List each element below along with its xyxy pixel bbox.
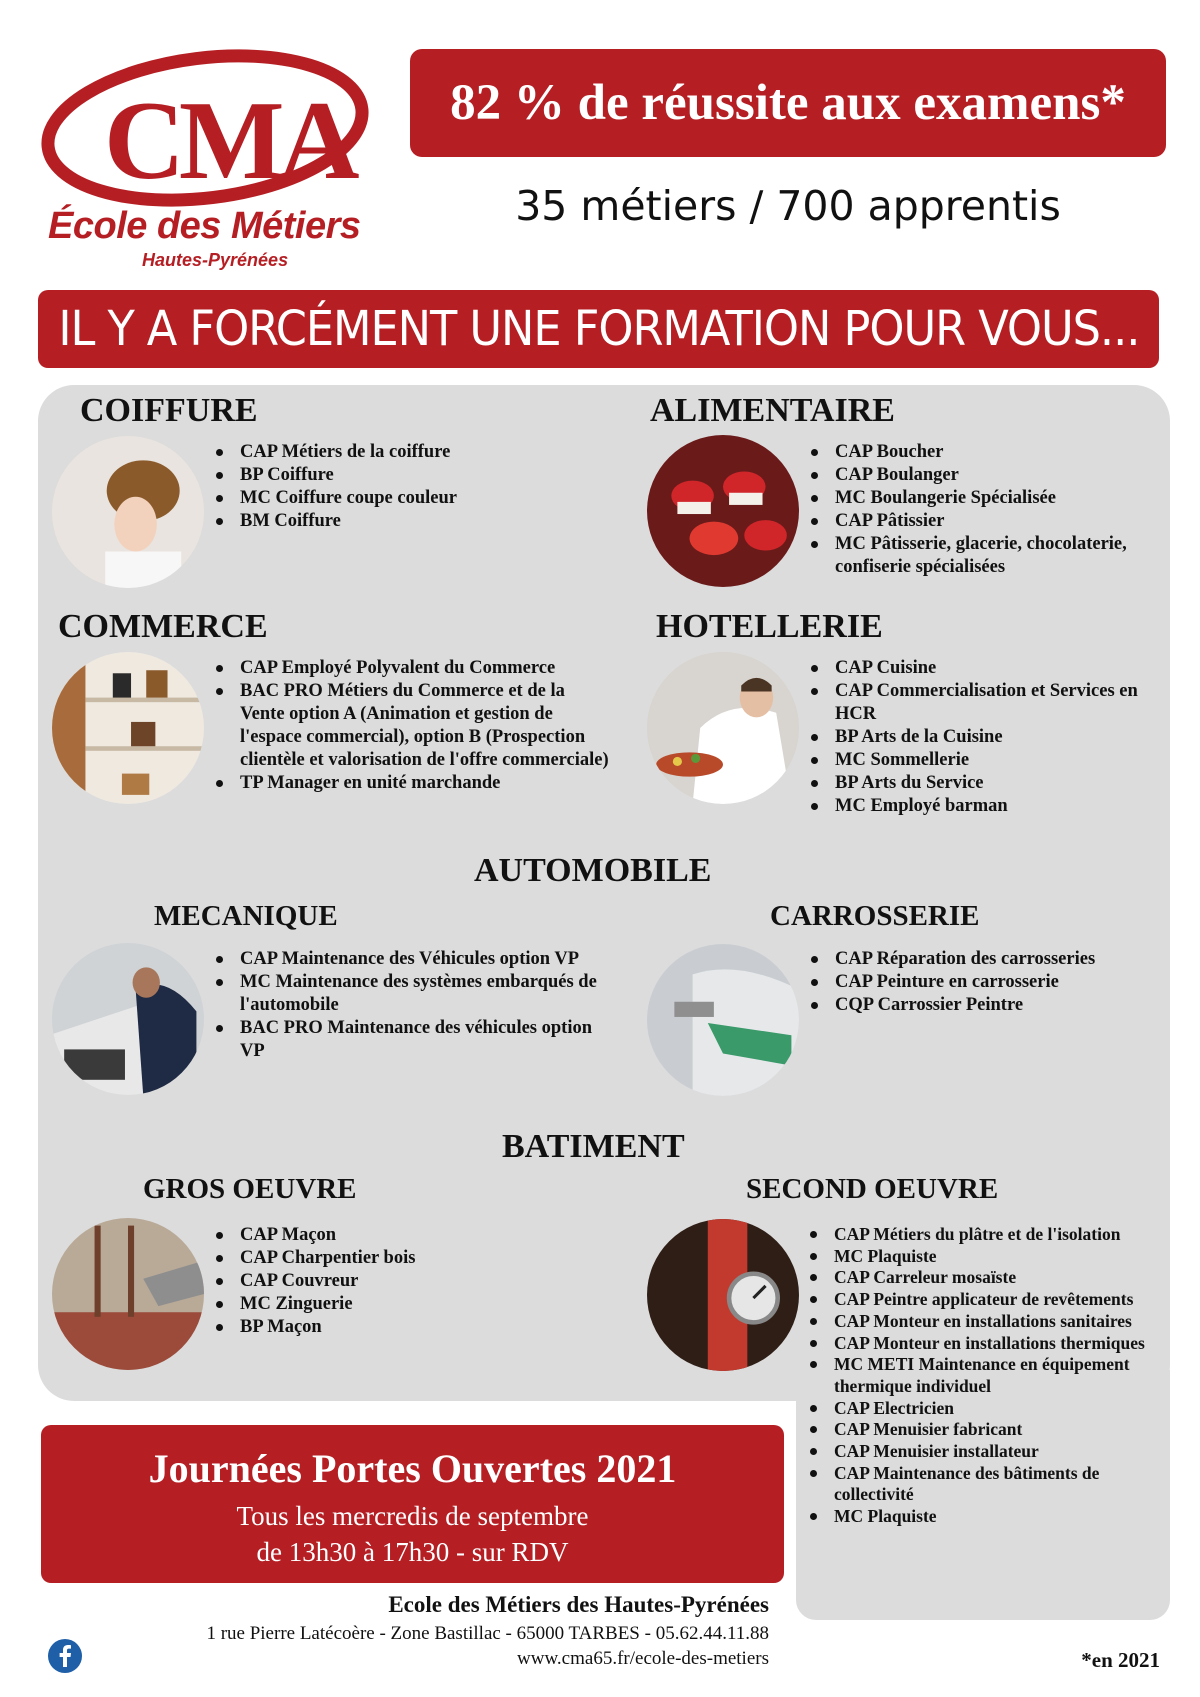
section-title-hotellerie: HOTELLERIE <box>656 608 883 645</box>
masonry-photo <box>52 1218 204 1370</box>
formation-item: CAP Maçon <box>214 1224 609 1247</box>
spray-painting-photo <box>647 944 799 1096</box>
headline-banner: IL Y A FORCÉMENT UNE FORMATION POUR VOUS... <box>38 290 1159 368</box>
formation-item: CAP Couvreur <box>214 1270 609 1293</box>
section-title-second-oeuvre: SECOND OEUVRE <box>746 1173 999 1205</box>
hairstyle-photo <box>52 436 204 588</box>
shop-photo <box>52 652 204 804</box>
formation-item: CQP Carrossier Peintre <box>809 994 1169 1017</box>
formation-item: CAP Peinture en carrosserie <box>809 971 1169 994</box>
formation-item: CAP Commercialisation et Services en HCR <box>809 680 1169 726</box>
group-title-automobile: AUTOMOBILE <box>474 852 712 889</box>
pressure-gauge-photo <box>647 1219 799 1371</box>
formation-item: CAP Peintre applicateur de revêtements <box>808 1289 1170 1311</box>
formation-item: CAP Carreleur mosaïste <box>808 1267 1170 1289</box>
formation-item: BAC PRO Maintenance des véhicules option VP <box>214 1017 609 1063</box>
formation-item: MC Boulangerie Spécialisée <box>809 487 1169 510</box>
mechanic-photo <box>52 943 204 1095</box>
formation-item: CAP Réparation des carrosseries <box>809 948 1169 971</box>
formation-item: CAP Pâtissier <box>809 510 1169 533</box>
alimentaire-list <box>809 441 1169 579</box>
mecanique-list <box>214 948 609 1063</box>
cma-logo-mark <box>40 40 370 210</box>
formation-item: BP Maçon <box>214 1316 609 1339</box>
formation-item: CAP Menuisier fabricant <box>808 1419 1170 1441</box>
section-title-commerce: COMMERCE <box>58 608 268 645</box>
footer-website-link[interactable]: www.cma65.fr/ecole-des-metiers <box>517 1648 769 1669</box>
formation-item: CAP Maintenance des bâtiments de collectivité <box>808 1463 1170 1506</box>
formation-item: TP Manager en unité marchande <box>214 772 609 795</box>
formation-item: CAP Métiers de la coiffure <box>214 441 484 464</box>
facebook-icon[interactable] <box>48 1639 82 1673</box>
formation-item: BP Arts de la Cuisine <box>809 726 1169 749</box>
formation-item: CAP Cuisine <box>809 657 1169 680</box>
formation-item: MC Coiffure coupe couleur <box>214 487 484 510</box>
formation-item: CAP Métiers du plâtre et de l'isolation <box>808 1224 1170 1246</box>
section-title-gros-oeuvre: GROS OEUVRE <box>143 1173 357 1205</box>
formation-item: MC Plaquiste <box>808 1506 1170 1528</box>
chef-photo <box>647 652 799 804</box>
section-title-alimentaire: ALIMENTAIRE <box>650 392 895 429</box>
hotellerie-list <box>809 657 1169 818</box>
footer-address: 1 rue Pierre Latécoère - Zone Bastillac - 65000 TARBES - 05.62.44.11.88 <box>206 1623 769 1644</box>
open-days-banner <box>41 1425 784 1583</box>
formation-item: CAP Boulanger <box>809 464 1169 487</box>
formation-item: BP Arts du Service <box>809 772 1169 795</box>
pastry-photo <box>647 435 799 587</box>
open-days-title: Journées Portes Ouvertes 2021 <box>148 1446 677 1491</box>
section-title-mecanique: MECANIQUE <box>154 900 338 932</box>
formation-item: CAP Electricien <box>808 1398 1170 1420</box>
carrosserie-list <box>809 948 1169 1017</box>
formation-item: MC METI Maintenance en équipement thermique individuel <box>808 1354 1170 1397</box>
formation-item: CAP Menuisier installateur <box>808 1441 1170 1463</box>
formation-item: CAP Monteur en installations sanitaires <box>808 1311 1170 1333</box>
formation-item: MC Employé barman <box>809 795 1169 818</box>
formation-item: CAP Employé Polyvalent du Commerce <box>214 657 609 680</box>
formation-item: CAP Maintenance des Véhicules option VP <box>214 948 609 971</box>
formation-item: CAP Monteur en installations thermiques <box>808 1333 1170 1355</box>
formation-item: CAP Boucher <box>809 441 1169 464</box>
formation-item: MC Zinguerie <box>214 1293 609 1316</box>
trades-apprentices-stat: 35 métiers / 700 apprentis <box>515 182 1061 230</box>
formation-item: MC Sommellerie <box>809 749 1169 772</box>
gros-oeuvre-list <box>214 1224 609 1339</box>
logo-school-name: École des Métiers <box>48 205 361 247</box>
formation-item: BAC PRO Métiers du Commerce et de la Vente option A (Animation et gestion de l'espace commercial), option B (Prospection clientèle et valorisation de l'offre commerciale) <box>214 680 609 772</box>
logo-region: Hautes-Pyrénées <box>142 250 289 270</box>
footnote: *en 2021 <box>1081 1648 1160 1672</box>
formation-item: MC Maintenance des systèmes embarqués de l'automobile <box>214 971 609 1017</box>
success-rate-banner: 82 % de réussite aux examens* <box>410 49 1166 157</box>
group-title-batiment: BATIMENT <box>502 1128 685 1165</box>
formation-item: BP Coiffure <box>214 464 484 487</box>
formation-item: MC Pâtisserie, glacerie, chocolaterie, confiserie spécialisées <box>809 533 1169 579</box>
section-title-carrosserie: CARROSSERIE <box>770 900 980 932</box>
section-title-coiffure: COIFFURE <box>80 392 258 429</box>
coiffure-list <box>214 441 484 533</box>
formation-item: BM Coiffure <box>214 510 484 533</box>
formation-item: CAP Charpentier bois <box>214 1247 609 1270</box>
open-days-schedule: Tous les mercredis de septembre <box>236 1501 589 1531</box>
second-oeuvre-list <box>808 1224 1170 1528</box>
open-days-hours: de 13h30 à 17h30 - sur RDV <box>256 1537 569 1567</box>
commerce-list <box>214 657 609 795</box>
formation-item: MC Plaquiste <box>808 1246 1170 1268</box>
footer-school-name: Ecole des Métiers des Hautes-Pyrénées <box>388 1592 769 1617</box>
svg-text:CMA: CMA <box>104 79 354 203</box>
